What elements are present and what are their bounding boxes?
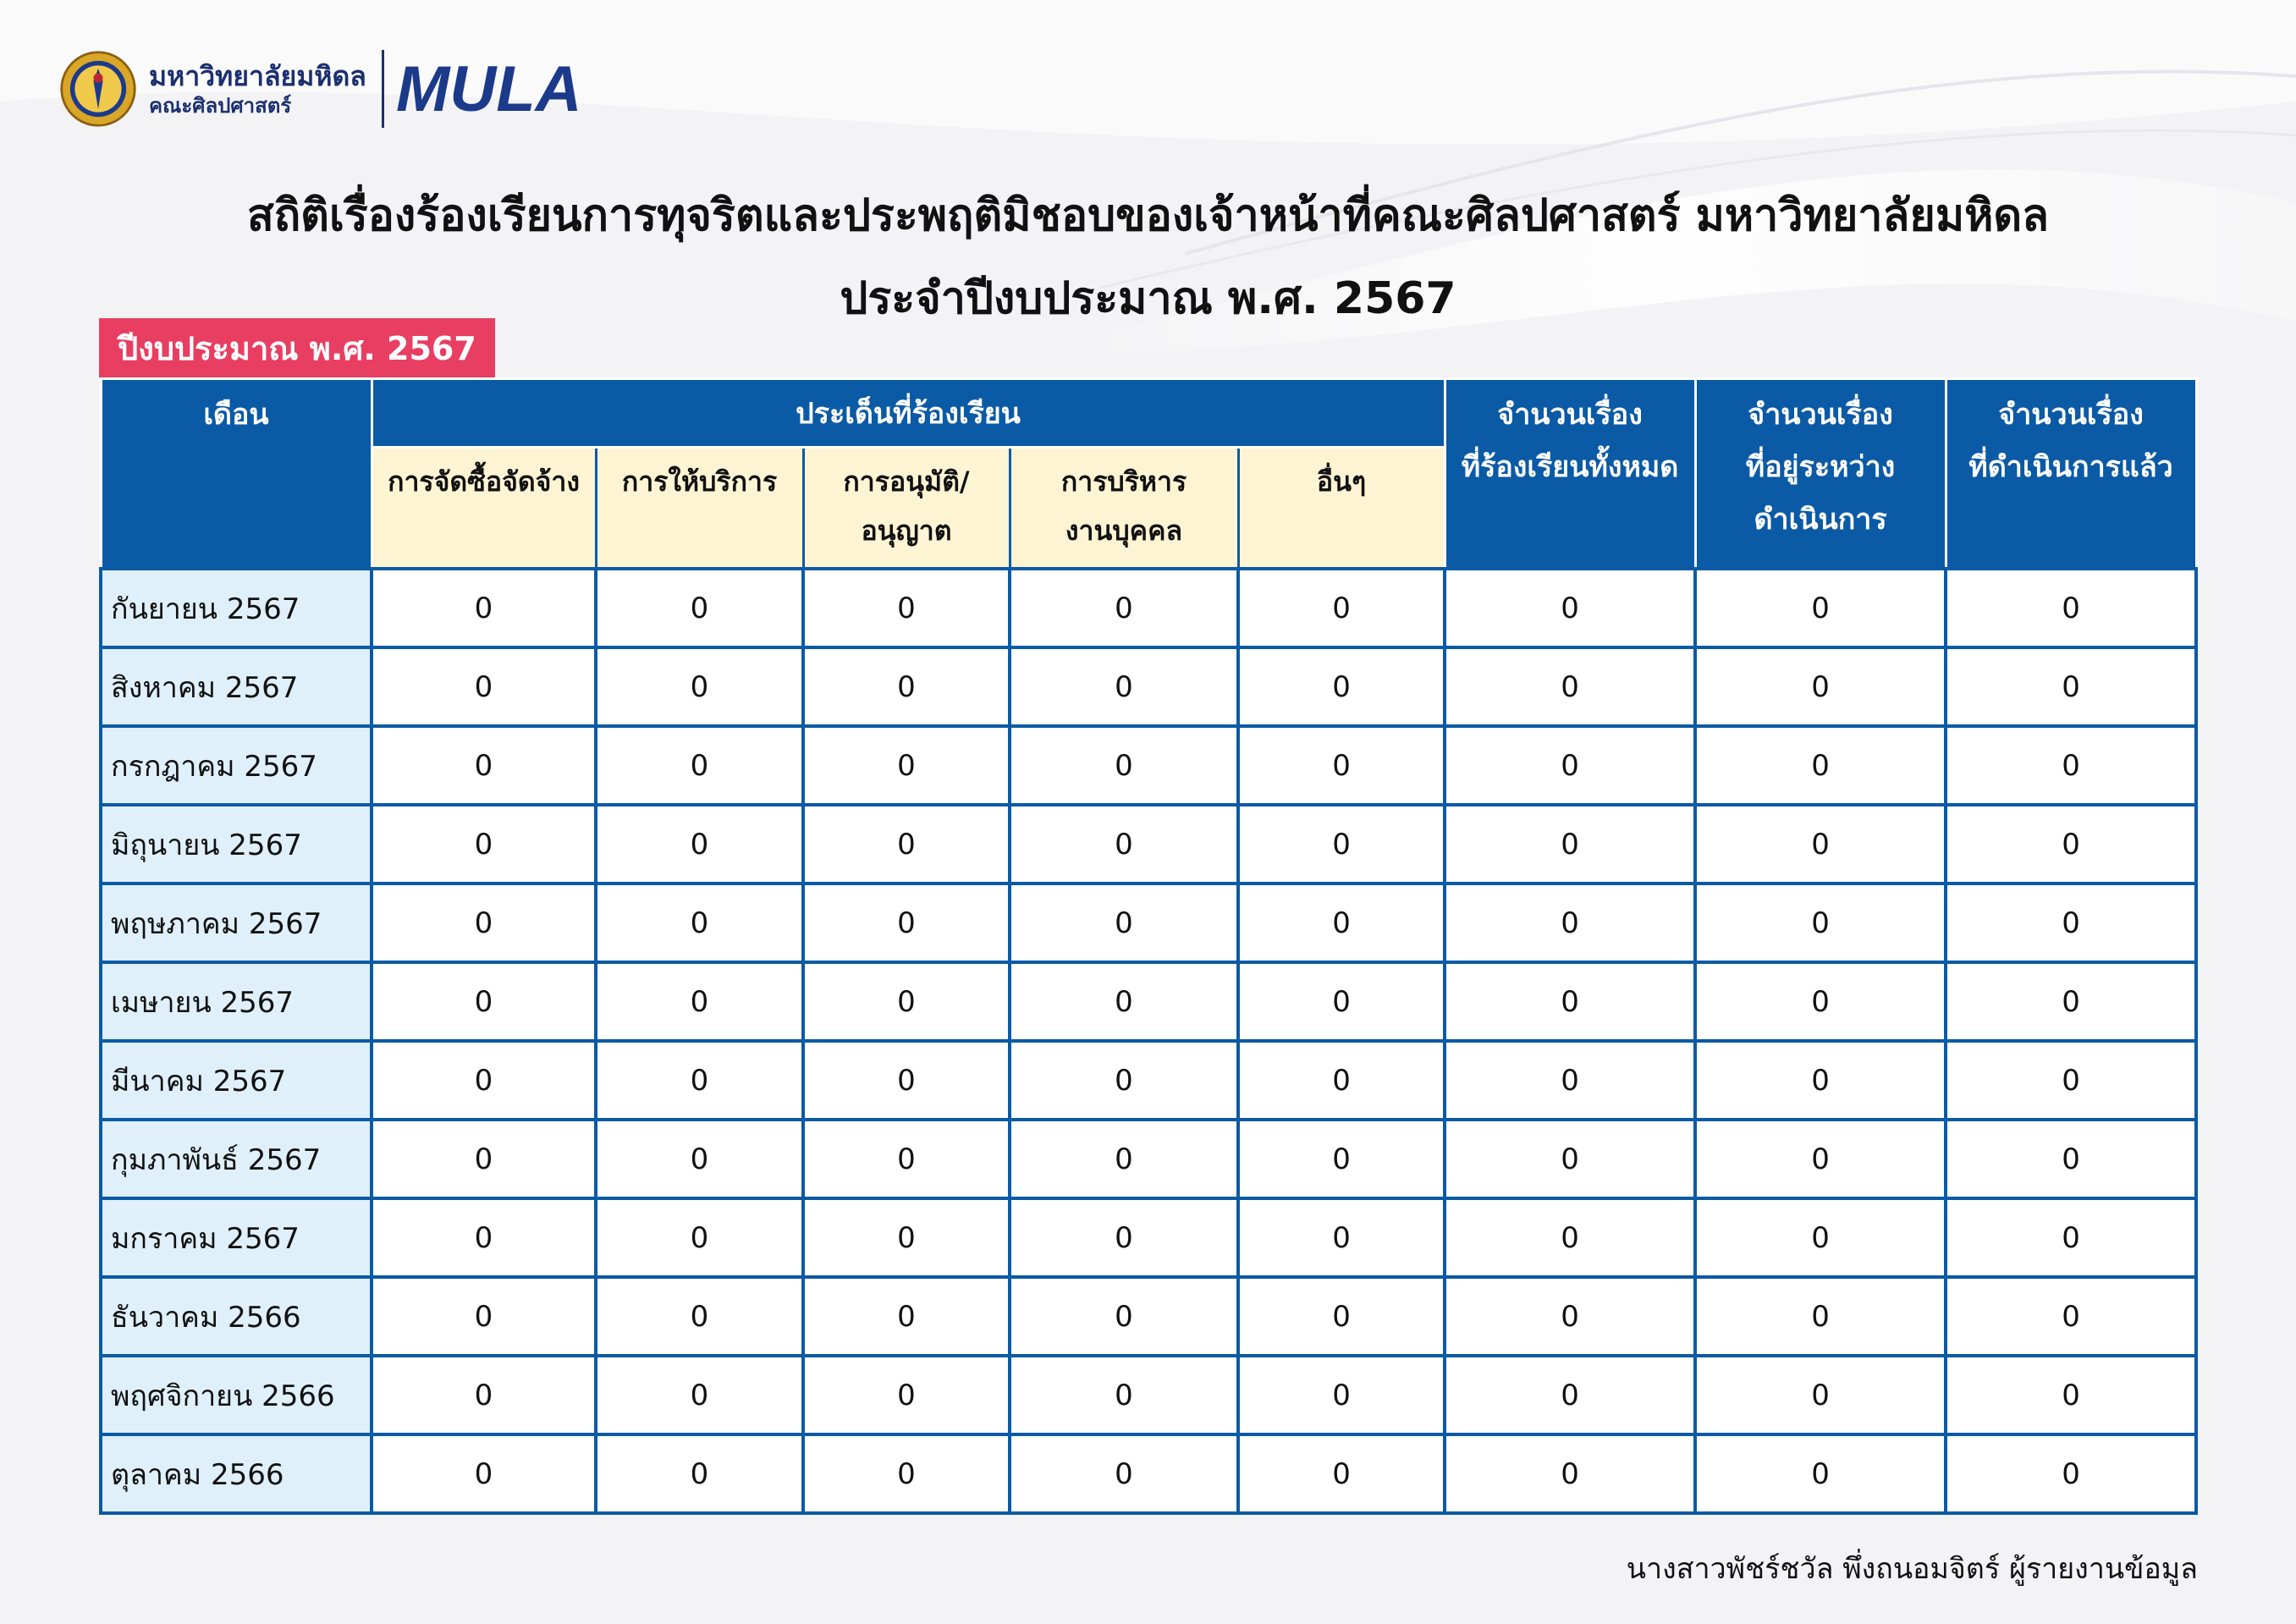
table-row	[101, 1041, 2196, 1120]
logo-divider	[382, 50, 384, 128]
value-cell: 0	[1445, 726, 1695, 805]
month-cell: ธันวาคม 2566	[101, 1277, 372, 1356]
page-subtitle: ประจำปีงบประมาณ พ.ศ. 2567	[840, 273, 1456, 324]
value-cell: 0	[803, 962, 1010, 1041]
month-cell: มิถุนายน 2567	[101, 805, 372, 884]
table-row	[101, 1198, 2196, 1277]
header-issue-line: การอนุมัติ/	[843, 465, 970, 498]
value-cell: 0	[372, 1434, 596, 1513]
header-issue-service	[596, 448, 803, 570]
header-issue-line: การให้บริการ	[621, 465, 778, 498]
header-issue-line: การบริหาร	[1060, 465, 1187, 498]
table-row	[101, 1434, 2196, 1513]
value-cell: 0	[372, 726, 596, 805]
value-cell: 0	[1946, 1434, 2196, 1513]
value-cell: 0	[1238, 569, 1445, 647]
header-in-progress	[1695, 379, 1946, 570]
mula-logo	[396, 55, 599, 123]
value-cell: 0	[803, 1356, 1010, 1434]
value-cell: 0	[1238, 1198, 1445, 1277]
value-cell: 0	[372, 805, 596, 884]
header-completed-line: จำนวนเรื่อง	[1998, 398, 2144, 432]
university-seal-icon	[59, 50, 137, 128]
header-issue-hr	[1010, 448, 1238, 570]
value-cell: 0	[1695, 1041, 1946, 1120]
value-cell: 0	[1946, 1041, 2196, 1120]
header-logos	[59, 47, 599, 131]
month-cell: พฤศจิกายน 2566	[101, 1356, 372, 1434]
faculty-name: คณะศิลปศาสตร์	[149, 94, 292, 118]
value-cell: 0	[596, 726, 803, 805]
header-issue-approval	[803, 448, 1010, 570]
reporter-note: นางสาวพัชร์ชวัล พึ่งถนอมจิตร์ ผู้รายงานข้อมูล	[1626, 1552, 2198, 1586]
value-cell: 0	[1695, 1356, 1946, 1434]
value-cell: 0	[1946, 569, 2196, 647]
value-cell: 0	[372, 1120, 596, 1198]
header-total	[1445, 379, 1695, 570]
value-cell: 0	[1445, 1120, 1695, 1198]
table-row	[101, 647, 2196, 726]
month-cell: มกราคม 2567	[101, 1198, 372, 1277]
value-cell: 0	[596, 1434, 803, 1513]
value-cell: 0	[1445, 1277, 1695, 1356]
value-cell: 0	[1010, 1120, 1238, 1198]
value-cell: 0	[1695, 1120, 1946, 1198]
value-cell: 0	[803, 805, 1010, 884]
value-cell: 0	[1695, 805, 1946, 884]
value-cell: 0	[1695, 1198, 1946, 1277]
value-cell: 0	[1238, 1356, 1445, 1434]
fiscal-year-tab: ปีงบประมาณ พ.ศ. 2567	[99, 318, 495, 377]
header-issue-line: การจัดซื้อจัดจ้าง	[388, 465, 580, 498]
month-cell: พฤษภาคม 2567	[101, 884, 372, 962]
value-cell: 0	[1695, 962, 1946, 1041]
value-cell: 0	[596, 1356, 803, 1434]
value-cell: 0	[372, 647, 596, 726]
month-cell: เมษายน 2567	[101, 962, 372, 1041]
value-cell: 0	[1946, 962, 2196, 1041]
value-cell: 0	[803, 1277, 1010, 1356]
month-cell: กรกฎาคม 2567	[101, 726, 372, 805]
value-cell: 0	[1238, 726, 1445, 805]
value-cell: 0	[1946, 805, 2196, 884]
value-cell: 0	[1238, 647, 1445, 726]
value-cell: 0	[596, 884, 803, 962]
value-cell: 0	[803, 884, 1010, 962]
value-cell: 0	[1946, 1277, 2196, 1356]
value-cell: 0	[803, 569, 1010, 647]
value-cell: 0	[1946, 726, 2196, 805]
value-cell: 0	[1238, 884, 1445, 962]
header-issue-line: อนุญาต	[861, 515, 952, 547]
value-cell: 0	[372, 884, 596, 962]
value-cell: 0	[1010, 1277, 1238, 1356]
value-cell: 0	[372, 569, 596, 647]
value-cell: 0	[372, 1277, 596, 1356]
value-cell: 0	[372, 962, 596, 1041]
value-cell: 0	[1445, 962, 1695, 1041]
value-cell: 0	[1445, 1041, 1695, 1120]
header-in-progress-line: ดำเนินการ	[1754, 503, 1887, 537]
header-total-line: จำนวนเรื่อง	[1497, 398, 1643, 432]
value-cell: 0	[1238, 805, 1445, 884]
value-cell: 0	[803, 1198, 1010, 1277]
value-cell: 0	[1946, 1198, 2196, 1277]
header-issues-group: ประเด็นที่ร้องเรียน	[372, 379, 1445, 448]
value-cell: 0	[1010, 1041, 1238, 1120]
table-row	[101, 569, 2196, 647]
value-cell: 0	[596, 805, 803, 884]
complaint-stats-table	[99, 377, 2198, 1515]
value-cell: 0	[1695, 647, 1946, 726]
value-cell: 0	[803, 1041, 1010, 1120]
table-row	[101, 1120, 2196, 1198]
value-cell: 0	[596, 1120, 803, 1198]
value-cell: 0	[1010, 884, 1238, 962]
value-cell: 0	[596, 1041, 803, 1120]
value-cell: 0	[1445, 884, 1695, 962]
value-cell: 0	[1946, 647, 2196, 726]
table-row	[101, 1356, 2196, 1434]
header-total-line: ที่ร้องเรียนทั้งหมด	[1461, 450, 1679, 484]
header-month: เดือน	[101, 379, 372, 570]
value-cell: 0	[1010, 1198, 1238, 1277]
value-cell: 0	[1695, 569, 1946, 647]
header-completed	[1946, 379, 2196, 570]
table-row	[101, 805, 2196, 884]
value-cell: 0	[1238, 1434, 1445, 1513]
header-completed-line: ที่ดำเนินการแล้ว	[1968, 450, 2173, 484]
header-issue-line: งานบุคคล	[1065, 515, 1183, 547]
value-cell: 0	[1010, 647, 1238, 726]
value-cell: 0	[1010, 962, 1238, 1041]
value-cell: 0	[596, 647, 803, 726]
table-row	[101, 884, 2196, 962]
header-issue-line: อื่นๆ	[1316, 465, 1367, 498]
value-cell: 0	[1445, 1198, 1695, 1277]
value-cell: 0	[1445, 1356, 1695, 1434]
value-cell: 0	[1695, 1434, 1946, 1513]
value-cell: 0	[1238, 962, 1445, 1041]
page-title: สถิติเรื่องร้องเรียนการทุจริตและประพฤติมิชอบของเจ้าหน้าที่คณะศิลปศาสตร์ มหาวิทยาลัยมหิดล	[246, 190, 2050, 241]
month-cell: มีนาคม 2567	[101, 1041, 372, 1120]
value-cell: 0	[803, 1120, 1010, 1198]
header-issue-other	[1238, 448, 1445, 570]
value-cell: 0	[1010, 805, 1238, 884]
table-row	[101, 1277, 2196, 1356]
value-cell: 0	[803, 726, 1010, 805]
value-cell: 0	[1445, 805, 1695, 884]
value-cell: 0	[803, 1434, 1010, 1513]
value-cell: 0	[1238, 1277, 1445, 1356]
value-cell: 0	[1946, 1120, 2196, 1198]
value-cell: 0	[1010, 1434, 1238, 1513]
value-cell: 0	[1695, 884, 1946, 962]
table-body	[101, 569, 2196, 1513]
month-cell: ตุลาคม 2566	[101, 1434, 372, 1513]
table-row	[101, 962, 2196, 1041]
value-cell: 0	[1238, 1120, 1445, 1198]
month-cell: สิงหาคม 2567	[101, 647, 372, 726]
value-cell: 0	[596, 1198, 803, 1277]
value-cell: 0	[1445, 647, 1695, 726]
month-cell: กุมภาพันธ์ 2567	[101, 1120, 372, 1198]
value-cell: 0	[596, 1277, 803, 1356]
value-cell: 0	[372, 1356, 596, 1434]
value-cell: 0	[1010, 569, 1238, 647]
header-in-progress-line: ที่อยู่ระหว่าง	[1745, 450, 1896, 484]
header-issue-procurement	[372, 448, 596, 570]
value-cell: 0	[372, 1198, 596, 1277]
value-cell: 0	[1946, 884, 2196, 962]
value-cell: 0	[596, 962, 803, 1041]
header-in-progress-line: จำนวนเรื่อง	[1748, 398, 1893, 432]
value-cell: 0	[1010, 726, 1238, 805]
value-cell: 0	[1445, 569, 1695, 647]
university-text	[149, 59, 366, 118]
value-cell: 0	[372, 1041, 596, 1120]
value-cell: 0	[1946, 1356, 2196, 1434]
value-cell: 0	[1445, 1434, 1695, 1513]
value-cell: 0	[596, 569, 803, 647]
month-cell: กันยายน 2567	[101, 569, 372, 647]
value-cell: 0	[1010, 1356, 1238, 1434]
table-row	[101, 726, 2196, 805]
mula-logo-text: MULA	[395, 55, 582, 123]
value-cell: 0	[1695, 726, 1946, 805]
university-name: มหาวิทยาลัยมหิดล	[149, 60, 366, 92]
value-cell: 0	[1695, 1277, 1946, 1356]
value-cell: 0	[1238, 1041, 1445, 1120]
value-cell: 0	[803, 647, 1010, 726]
